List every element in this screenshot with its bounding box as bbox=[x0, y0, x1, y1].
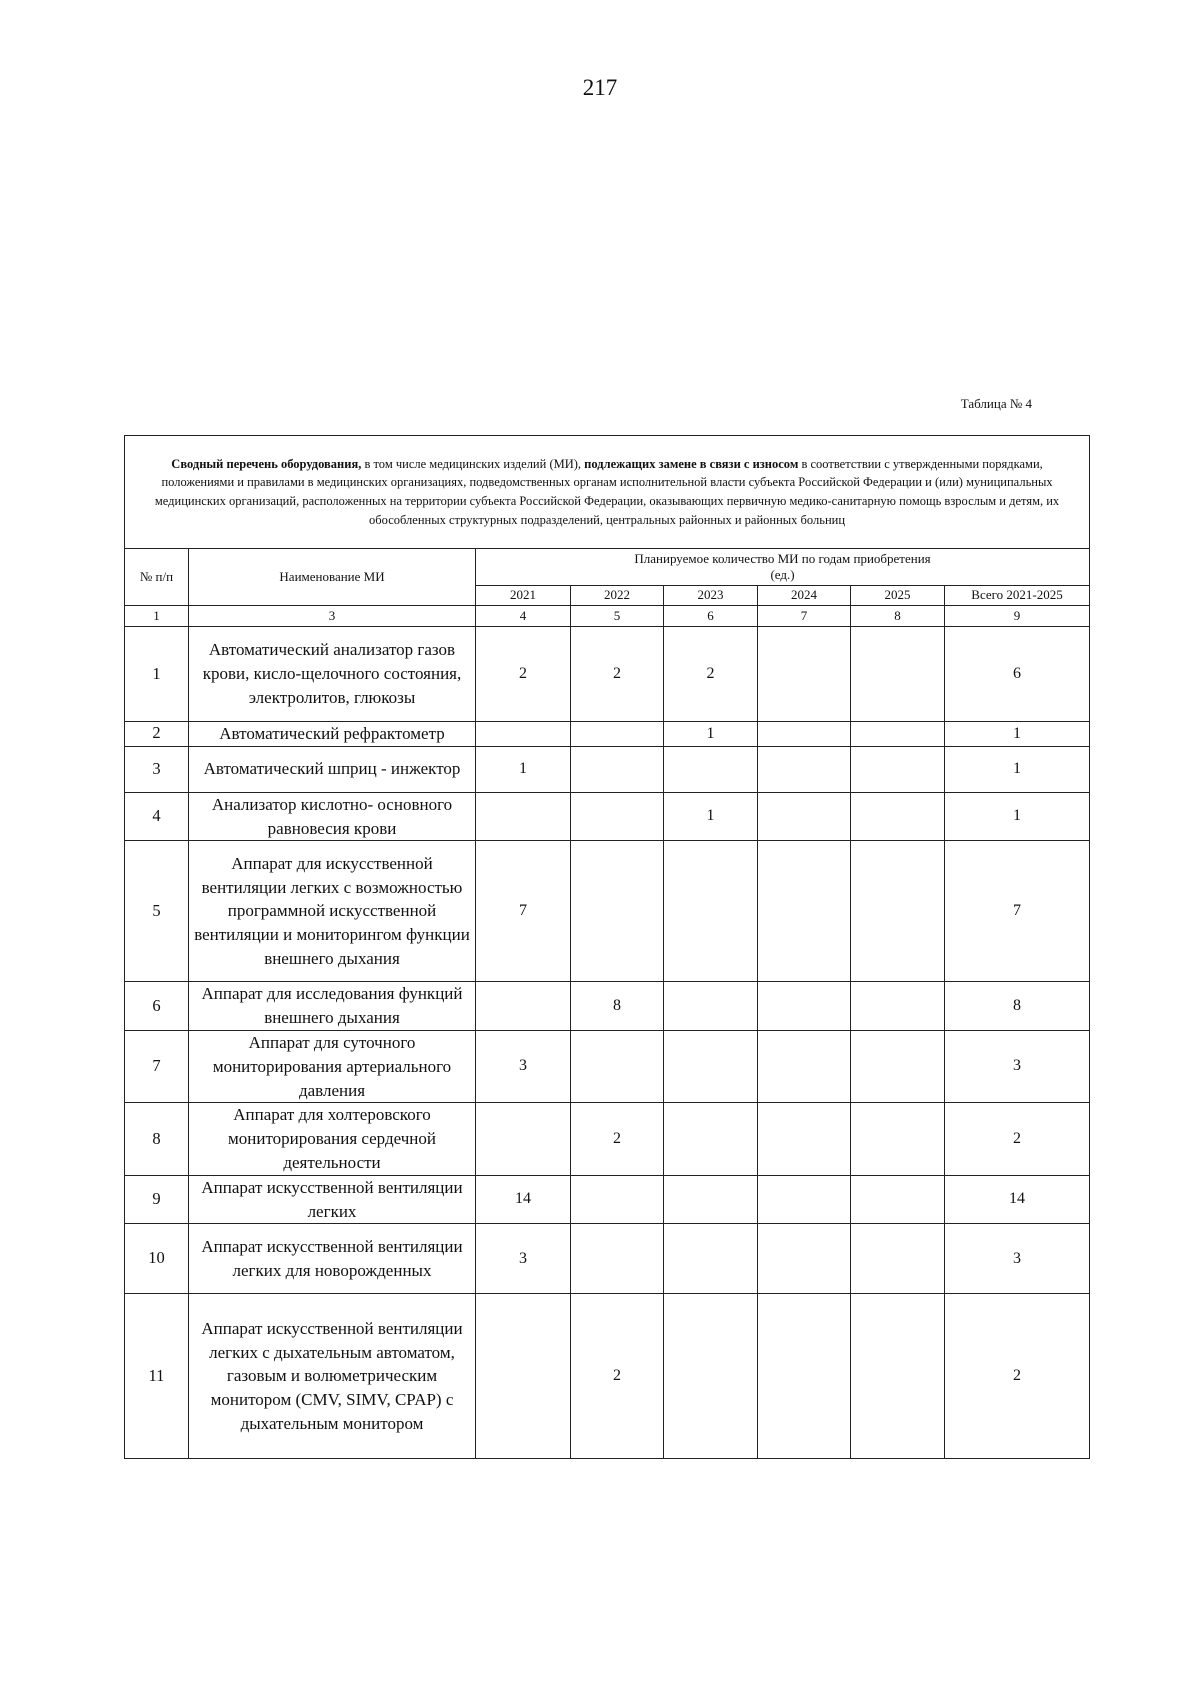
column-number: 1 bbox=[125, 606, 189, 627]
total-value: 7 bbox=[945, 841, 1090, 982]
year-value bbox=[851, 1224, 945, 1294]
year-value bbox=[476, 1294, 571, 1459]
header-planned: Планируемое количество МИ по годам приобретения (ед.) bbox=[476, 549, 1090, 586]
column-number-row bbox=[125, 606, 1090, 627]
table-row bbox=[125, 982, 1090, 1031]
year-value: 1 bbox=[664, 792, 758, 841]
year-value bbox=[851, 1294, 945, 1459]
year-value: 3 bbox=[476, 1224, 571, 1294]
year-value bbox=[851, 792, 945, 841]
year-value bbox=[571, 792, 664, 841]
total-value: 1 bbox=[945, 792, 1090, 841]
page-number: 217 bbox=[582, 75, 618, 100]
total-value: 2 bbox=[945, 1103, 1090, 1175]
column-number: 5 bbox=[571, 606, 664, 627]
year-value bbox=[571, 1175, 664, 1224]
table-row bbox=[125, 722, 1090, 747]
column-number: 4 bbox=[476, 606, 571, 627]
year-value bbox=[851, 841, 945, 982]
device-name: Аппарат для суточного мониторирования артериального давления bbox=[189, 1030, 476, 1102]
header-year-2022: 2022 bbox=[571, 586, 664, 606]
header-year-2025: 2025 bbox=[851, 586, 945, 606]
column-number: 8 bbox=[851, 606, 945, 627]
year-value bbox=[758, 841, 851, 982]
device-name: Аппарат искусственной вентиляции легких с дыхательным автоматом, газовым и волюметрическим монитором (CMV, SIMV, CPAP) с дыхательным монитором bbox=[189, 1294, 476, 1459]
table-caption bbox=[125, 436, 1090, 549]
table-row bbox=[125, 1175, 1090, 1224]
table-row bbox=[125, 1294, 1090, 1459]
year-value: 8 bbox=[571, 982, 664, 1031]
column-number: 3 bbox=[189, 606, 476, 627]
device-name: Автоматический шприц - инжектор bbox=[189, 746, 476, 792]
header-num: № п/п bbox=[125, 549, 189, 606]
year-value: 2 bbox=[476, 627, 571, 722]
device-name: Аппарат искусственной вентиляции легких bbox=[189, 1175, 476, 1224]
year-value bbox=[851, 1030, 945, 1102]
year-value bbox=[758, 746, 851, 792]
year-value bbox=[851, 1103, 945, 1175]
total-value: 14 bbox=[945, 1175, 1090, 1224]
device-name: Автоматический рефрактометр bbox=[189, 722, 476, 747]
caption-part3: подлежащих замене в связи с износом bbox=[584, 456, 799, 471]
year-value bbox=[851, 1175, 945, 1224]
year-value bbox=[851, 982, 945, 1031]
equipment-table bbox=[124, 435, 1090, 1459]
row-number: 7 bbox=[125, 1030, 189, 1102]
caption-row bbox=[125, 436, 1090, 549]
header-row-1 bbox=[125, 549, 1090, 586]
year-value bbox=[664, 1030, 758, 1102]
table-row bbox=[125, 1224, 1090, 1294]
year-value bbox=[664, 1224, 758, 1294]
year-value bbox=[476, 792, 571, 841]
year-value: 14 bbox=[476, 1175, 571, 1224]
year-value bbox=[571, 841, 664, 982]
column-number: 6 bbox=[664, 606, 758, 627]
year-value bbox=[758, 1175, 851, 1224]
device-name: Анализатор кислотно- основного равновесия крови bbox=[189, 792, 476, 841]
column-number: 9 bbox=[945, 606, 1090, 627]
year-value bbox=[476, 1103, 571, 1175]
device-name: Аппарат для исследования функций внешнего дыхания bbox=[189, 982, 476, 1031]
year-value bbox=[758, 982, 851, 1031]
year-value: 7 bbox=[476, 841, 571, 982]
row-number: 3 bbox=[125, 746, 189, 792]
total-value: 3 bbox=[945, 1224, 1090, 1294]
caption-part4: в соответствии с утвержденными порядками, положениями и правилами в медицинских организациях, подведомственных органам исполнительной власти субъекта Российской Федерации и (или) муниципальных медицинских организаций, расположенных на территории субъекта Российской Федерации, оказывающих первичную медико-санитарную помощь взрослым и детям, их обособленных структурных подразделений, центральных районных и районных больниц bbox=[154, 456, 1060, 527]
device-name: Аппарат для холтеровского мониторирования сердечной деятельности bbox=[189, 1103, 476, 1175]
year-value bbox=[664, 746, 758, 792]
year-value bbox=[851, 722, 945, 747]
year-value bbox=[476, 982, 571, 1031]
device-name: Аппарат для искусственной вентиляции легких с возможностью программной искусственной вентиляции и мониторингом функции внешнего дыхания bbox=[189, 841, 476, 982]
caption-part2: в том числе медицинских изделий (МИ), bbox=[361, 456, 585, 471]
total-value: 3 bbox=[945, 1030, 1090, 1102]
row-number: 1 bbox=[125, 627, 189, 722]
header-total: Всего 2021-2025 bbox=[945, 586, 1090, 606]
year-value bbox=[476, 722, 571, 747]
total-value: 1 bbox=[945, 722, 1090, 747]
column-number: 7 bbox=[758, 606, 851, 627]
year-value bbox=[664, 1294, 758, 1459]
total-value: 6 bbox=[945, 627, 1090, 722]
table-row bbox=[125, 1030, 1090, 1102]
header-year-2021: 2021 bbox=[476, 586, 571, 606]
row-number: 5 bbox=[125, 841, 189, 982]
year-value bbox=[758, 1224, 851, 1294]
row-number: 11 bbox=[125, 1294, 189, 1459]
year-value bbox=[664, 982, 758, 1031]
device-name: Автоматический анализатор газов крови, кисло-щелочного состояния, электролитов, глюкозы bbox=[189, 627, 476, 722]
year-value bbox=[758, 1294, 851, 1459]
table-row bbox=[125, 792, 1090, 841]
header-year-2023: 2023 bbox=[664, 586, 758, 606]
row-number: 4 bbox=[125, 792, 189, 841]
header-year-2024: 2024 bbox=[758, 586, 851, 606]
year-value bbox=[851, 746, 945, 792]
year-value bbox=[571, 1030, 664, 1102]
year-value bbox=[758, 722, 851, 747]
table-label: Таблица № 4 bbox=[960, 396, 1032, 411]
row-number: 8 bbox=[125, 1103, 189, 1175]
row-number: 10 bbox=[125, 1224, 189, 1294]
year-value: 2 bbox=[664, 627, 758, 722]
year-value bbox=[664, 841, 758, 982]
row-number: 9 bbox=[125, 1175, 189, 1224]
year-value bbox=[664, 1103, 758, 1175]
header-name: Наименование МИ bbox=[189, 549, 476, 606]
device-name: Аппарат искусственной вентиляции легких для новорожденных bbox=[189, 1224, 476, 1294]
total-value: 2 bbox=[945, 1294, 1090, 1459]
row-number: 6 bbox=[125, 982, 189, 1031]
year-value: 2 bbox=[571, 1103, 664, 1175]
year-value bbox=[664, 1175, 758, 1224]
table-row bbox=[125, 746, 1090, 792]
year-value: 3 bbox=[476, 1030, 571, 1102]
row-number: 2 bbox=[125, 722, 189, 747]
year-value bbox=[758, 1103, 851, 1175]
total-value: 8 bbox=[945, 982, 1090, 1031]
total-value: 1 bbox=[945, 746, 1090, 792]
year-value: 2 bbox=[571, 1294, 664, 1459]
caption-part1: Сводный перечень оборудования, bbox=[171, 456, 362, 471]
year-value bbox=[758, 1030, 851, 1102]
year-value bbox=[571, 722, 664, 747]
table-row bbox=[125, 841, 1090, 982]
year-value bbox=[758, 627, 851, 722]
year-value bbox=[851, 627, 945, 722]
table-row bbox=[125, 627, 1090, 722]
year-value bbox=[571, 746, 664, 792]
year-value: 1 bbox=[664, 722, 758, 747]
year-value bbox=[758, 792, 851, 841]
year-value: 2 bbox=[571, 627, 664, 722]
year-value bbox=[571, 1224, 664, 1294]
year-value: 1 bbox=[476, 746, 571, 792]
table-row bbox=[125, 1103, 1090, 1175]
